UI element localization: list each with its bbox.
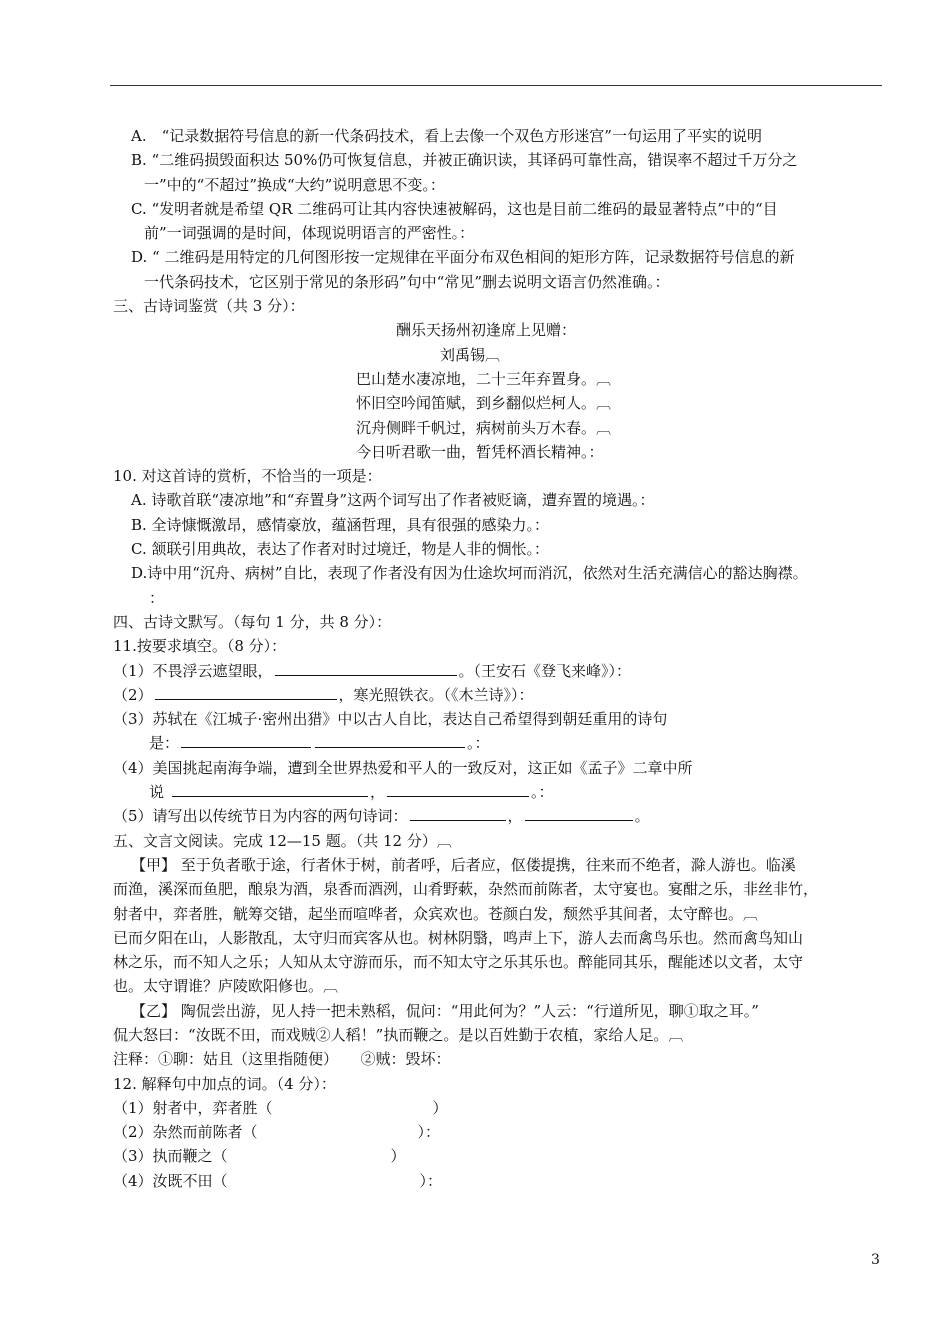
answer-blank-5b[interactable] <box>525 804 633 821</box>
poem-line-2: 怀旧空吟闻笛赋，到乡翻似烂柯人。︹ <box>356 394 612 413</box>
poem-title: 酬乐天扬州初逢席上见赠： <box>396 321 577 340</box>
q12-item-3: （3）执而鞭之（ ） <box>113 1147 406 1166</box>
answer-blank-1[interactable] <box>275 659 457 676</box>
question-10: 10. 对这首诗的赏析，不恰当的一项是： <box>113 467 382 486</box>
answer-blank-2[interactable] <box>155 683 337 700</box>
question-12: 12. 解释句中加点的词。（4 分）： <box>113 1074 336 1093</box>
answer-blank-3a[interactable] <box>181 731 311 748</box>
q10-option-b: B. 全诗慷慨激昂，感情豪放，蕴涵哲理，具有很强的感染力。： <box>131 515 550 534</box>
fill-item-4-answer: 说 ， 。： <box>113 780 885 804</box>
q12-item-2: （2）杂然而前陈者（ ）： <box>113 1123 441 1142</box>
answer-blank-5a[interactable] <box>410 804 506 821</box>
passage-jia-line-4: 已而夕阳在山，人影散乱，太守归而宾客从也。树林阴翳，鸣声上下，游人去而禽鸟乐也。然而禽鸟知山 <box>113 928 804 947</box>
option-c-line2: 前”一词强调的是时间，体现说明语言的严密性。： <box>144 224 475 243</box>
section4-heading: 四、古诗文默写。（每句 1 分，共 8 分）： <box>113 612 392 631</box>
option-d-line1: D. “ 二维码是用特定的几何图形按一定规律在平面分布双色相间的矩形方阵，记录数据符号信息的新 <box>131 248 795 267</box>
question-11: 11.按要求填空。（8 分）： <box>113 637 287 656</box>
page-number: 3 <box>871 1252 880 1268</box>
option-b-line1: B. “二维码损毁面积达 50%仍可恢复信息，并被正确识读，其译码可靠性高，错误率不超过千万分之 <box>131 151 798 170</box>
fill-item-3: （3）苏轼在《江城子·密州出猎》中以古人自比，表达自己希望得到朝廷重用的诗句 <box>113 710 668 729</box>
option-d-line2: 一代条码技术，它区别于常见的条形码”句中“常见”删去说明文语言仍然准确。： <box>144 272 670 291</box>
poem-author: 刘禹锡︹ <box>440 345 501 364</box>
q10-option-c: C. 颔联引用典故，表达了作者对时过境迁，物是人非的惆怅。： <box>131 540 549 559</box>
passage-jia-line-6: 也。太守谓谁？庐陵欧阳修也。︹ <box>113 977 339 996</box>
poem-line-3: 沉舟侧畔千帆过，病树前头万木春。︹ <box>356 418 612 437</box>
fill-item-4: （4）美国挑起南海争端，遭到全世界热爱和平人的一致反对，这正如《孟子》二章中所 <box>113 758 693 777</box>
section3-heading: 三、古诗词鉴赏（共 3 分）： <box>113 297 305 316</box>
option-a: A. “记录数据符号信息的新一代条码技术，看上去像一个双色方形迷宫”一句运用了平实的说明 <box>131 127 762 145</box>
passage-jia-line-3: 射者中，弈者胜，觥筹交错，起坐而喧哗者，众宾欢也。苍颜白发，颓然乎其间者，太守醉也。︹ <box>113 904 759 923</box>
answer-blank-3b[interactable] <box>315 731 465 748</box>
passage-jia-line-5: 林之乐，而不知人之乐；人知从太守游而乐，而不知太守之乐其乐也。醉能同其乐，醒能述以文者，太守 <box>113 953 804 972</box>
annotation-note: 注释：①聊：姑且（这里指随便） ②贼：毁坏： <box>113 1050 451 1069</box>
poem-line-1: 巴山楚水凄凉地，二十三年弃置身。︹ <box>356 369 612 388</box>
q10-option-d-cont: ： <box>149 588 165 607</box>
passage-yi-line-2: 侃大怒曰：“汝既不田，而戏贼②人稻！”执而鞭之。是以百姓勤于农植，家给人足。︹ <box>113 1025 684 1044</box>
fill-item-2: （2） ，寒光照铁衣。（《木兰诗》）： <box>113 683 885 707</box>
q12-item-4: （4）汝既不田（ ）： <box>113 1171 443 1190</box>
option-c-line1: C. “发明者就是希望 QR 二维码可让其内容快速被解码，这也是目前二维码的最显著特点”中的“目 <box>131 199 778 218</box>
passage-jia-line-2: 而渔，溪深而鱼肥，酿泉为酒，泉香而酒洌，山肴野蔌，杂然而前陈者，太守宴也。宴酣之乐，非丝非竹， <box>113 880 819 899</box>
q10-option-a: A. 诗歌首联“凄凉地”和“弃置身”这两个词写出了作者被贬谪，遭弃置的境遇。： <box>131 491 655 510</box>
passage-yi-line-1: 【乙】 陶侃尝出游，见人持一把未熟稻，侃问：“用此何为？”人云：“行道所见，聊①取之耳。” <box>131 1001 759 1020</box>
fill-item-5: （5）请写出以传统节日为内容的两句诗词： ， 。 <box>113 804 885 828</box>
q10-option-d: D.诗中用“沉舟、病树”自比，表现了作者没有因为仕途坎坷而消沉，依然对生活充满信心的豁达胸襟。 <box>131 564 808 583</box>
answer-blank-4a[interactable] <box>172 780 368 797</box>
fill-item-3-answer: 是： 。： <box>113 731 885 755</box>
answer-blank-4b[interactable] <box>387 780 529 797</box>
header-rule <box>110 85 882 86</box>
fill-item-1: （1）不畏浮云遮望眼， 。（王安石《登飞来峰》）： <box>113 659 885 683</box>
option-b-line2: 一”中的“不超过”换成“大约”说明意思不变。： <box>144 175 445 194</box>
document-body <box>113 124 885 1193</box>
passage-jia-line-1: 【甲】 至于负者歌于途，行者休于树，前者呼，后者应，伛偻提携，往来而不绝者，滁人游也。临溪 <box>131 855 796 874</box>
q12-item-1: （1）射者中，弈者胜（ ） <box>113 1098 448 1117</box>
section5-heading: 五、文言文阅读。完成 12—15 题。（共 12 分）︹ <box>113 831 452 850</box>
poem-line-4: 今日听君歌一曲，暂凭杯酒长精神。： <box>356 442 604 461</box>
